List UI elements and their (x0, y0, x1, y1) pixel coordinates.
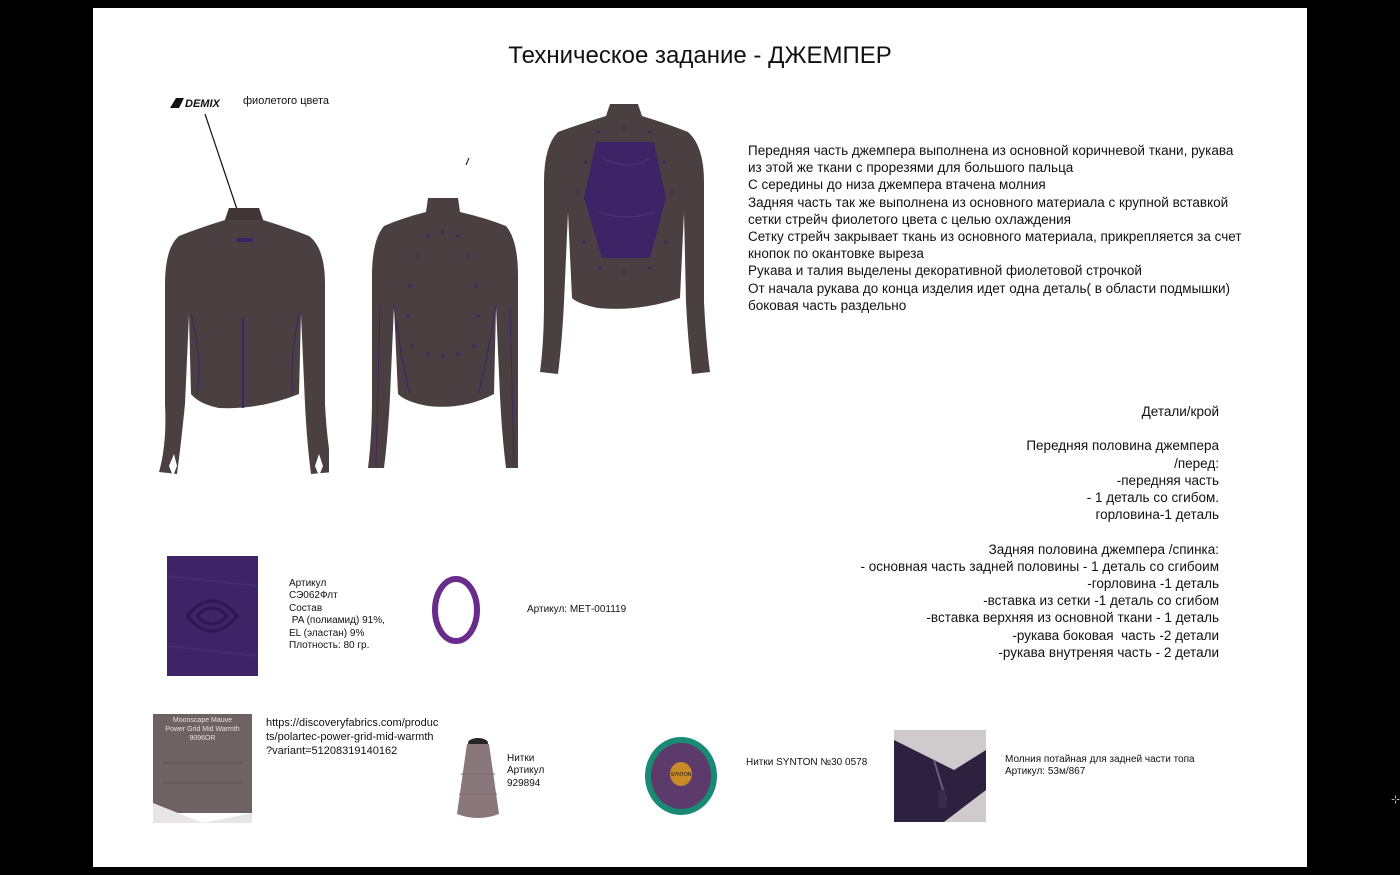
zipper-image (894, 730, 986, 822)
zipper-spec (1005, 754, 1195, 779)
details-line: /перед: (1174, 455, 1219, 471)
description-line: Задняя часть так же выполнена из основного материала с крупной вставкой (748, 194, 1229, 210)
jumper-front-view (159, 204, 329, 479)
tech-spec-page (93, 8, 1307, 867)
moonscape-texture (153, 743, 252, 823)
details-line: Детали/крой (1141, 404, 1219, 419)
moonscape-fabric-swatch (153, 714, 252, 813)
thread-spec-line: Артикул (507, 765, 545, 777)
fabric-spec-line: PA (полиамид) 91%, (289, 615, 385, 627)
fabric-spec-line: Артикул (289, 578, 327, 589)
fabric-url-line: https://discoveryfabrics.com/produc (266, 717, 439, 729)
moonscape-caption-line: Moonscape Mauve (172, 717, 233, 724)
details-line: -передняя часть (1116, 472, 1219, 488)
details-line: -рукава внутреняя часть - 2 детали (998, 644, 1219, 660)
fabric-url[interactable] (266, 716, 438, 758)
description-line: Сетку стрейч закрывает ткань из основного материала, прикрепляется за счет (748, 229, 1242, 245)
cut-details-list (793, 403, 1219, 661)
moonscape-caption-line: Power Grid Mid Warmth 9096OR (165, 726, 240, 742)
thread-spec (507, 753, 544, 790)
zipper-spec-line: Артикул: 53м/867 (1005, 766, 1086, 778)
description-text (748, 142, 1248, 314)
description-line: От начала рукава до конца изделия идет одна деталь( в области подмышки) (748, 280, 1231, 296)
details-line: -вставка из сетки -1 деталь со сгибом (983, 593, 1219, 609)
fabric-url-line: ?variant=51208319140162 (266, 745, 398, 757)
details-line: горловина-1 деталь (1095, 507, 1219, 523)
zipper-spec-line: Молния потайная для задней части топа (1005, 754, 1195, 765)
thread-spec-line: 929894 (507, 777, 541, 789)
thread-spec-line: Нитки (507, 753, 535, 764)
description-line: из этой же ткани с прорезями для большого пальца (748, 160, 1074, 176)
mesh-fabric-swatch (167, 556, 258, 676)
fabric-spec (289, 578, 399, 652)
synton-thread-image (644, 736, 718, 816)
description-line: кнопок по окантовке выреза (748, 246, 924, 262)
thread-spool-image (455, 734, 501, 819)
details-line: Задняя половина джемпера /спинка: (988, 541, 1219, 557)
details-line: -вставка верхняя из основной ткани - 1 деталь (926, 610, 1219, 626)
ring-article-label: Артикул: МЕТ-001119 (527, 604, 627, 615)
details-line: Передняя половина джемпера (1026, 438, 1219, 454)
jumper-back-view (368, 196, 518, 476)
details-line: -горловина -1 деталь (1087, 576, 1219, 592)
fabric-spec-line: СЭ062Флт (289, 590, 338, 602)
fabric-spec-line: EL (эластан) 9% (289, 627, 365, 639)
demix-logo (170, 96, 234, 110)
cursor-icon: ⊹ (1391, 793, 1400, 806)
fabric-spec-line: Плотность: 80 гр. (289, 640, 370, 652)
moonscape-caption (153, 716, 252, 743)
description-line: боковая часть раздельно (748, 297, 907, 313)
synton-thread-label: Нитки SYNTON №30 0578 (746, 757, 868, 768)
description-line: С середины до низа джемпера втачена молния (748, 177, 1046, 193)
description-line: Рукава и талия выделены декоративной фиолетовой строчкой (748, 263, 1142, 279)
synton-brand-text: SYNTON (670, 772, 692, 778)
logo-color-note: фиолетого цвета (243, 95, 330, 107)
purple-ring-image (432, 575, 480, 645)
logo-wordmark: DEMIX (185, 98, 220, 110)
description-line: Передняя часть джемпера выполнена из основной коричневой ткани, рукава (748, 143, 1234, 158)
details-line (793, 523, 1219, 540)
fabric-spec-line: Состав (289, 602, 323, 614)
details-line: - 1 деталь со сгибом. (1086, 490, 1219, 506)
fabric-url-line: ts/polartec-power-grid-mid-warmth (266, 731, 434, 743)
page-title: Техническое задание - ДЖЕМПЕР (508, 42, 892, 69)
details-line: -рукава боковая часть -2 детали (1012, 627, 1219, 643)
details-line: - основная часть задней половины - 1 деталь со сгибоим (860, 558, 1219, 574)
details-line (793, 420, 1219, 437)
jumper-back-mesh-view (538, 102, 718, 382)
description-line: сетки стрейч фиолетого цвета с целью охлаждения (748, 211, 1071, 227)
